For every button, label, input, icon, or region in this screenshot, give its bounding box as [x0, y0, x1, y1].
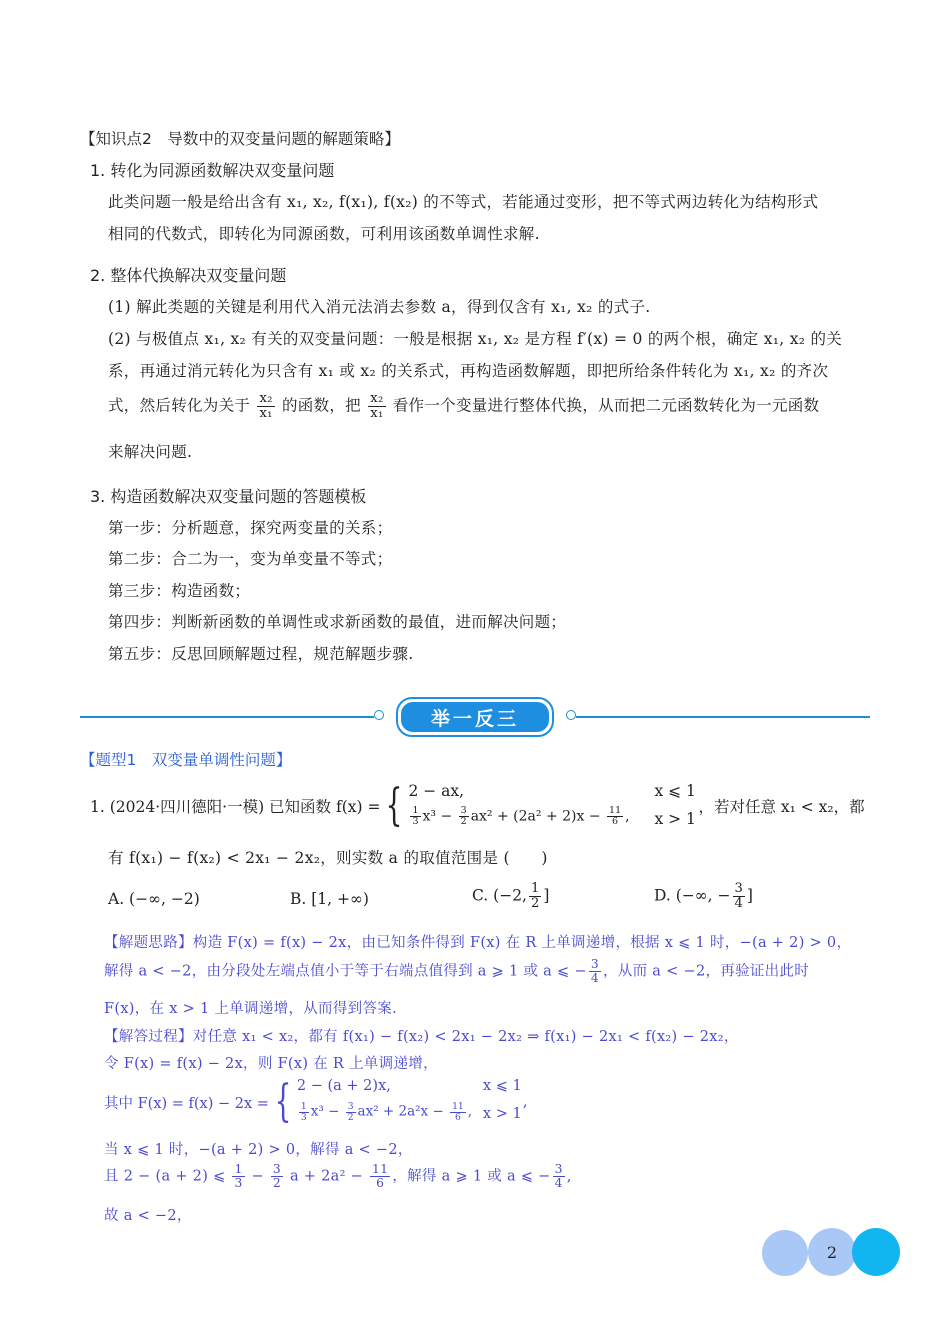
banner-label: 举一反三 — [401, 702, 549, 732]
section-2-line-5: 来解决问题. — [108, 443, 193, 461]
page-number: 2 — [808, 1228, 856, 1276]
choice-c[interactable]: C. (−2, $\frac{1}{2}$ ] — [472, 881, 550, 911]
section-1-title: 1. 转化为同源函数解决双变量问题 — [90, 161, 335, 180]
section-2-line-4 — [108, 392, 819, 421]
section-1-line-1: 此类问题一般是给出含有 x₁, x₂, f(x₁), f(x₂) 的不等式，若能通过变形，把不等式两边转化为结构形式 — [108, 193, 819, 211]
solution-process-line-4: 当 x ⩽ 1 时，−(a + 2) > 0，解得 a < −2， — [104, 1142, 413, 1158]
question-prefix: 1. (2024·四川德阳·一模) 已知函数 f(x) = — [90, 798, 381, 816]
piecewise-cases — [408, 780, 698, 832]
fraction-x2-over-x1: $\frac{\text{x₂}}{\text{x₁}}$ — [259, 391, 273, 421]
fraction-x2-over-x1-b: $\frac{\text{x₂}}{\text{x₁}}$ — [370, 391, 384, 421]
section-2-title: 2. 整体代换解决双变量问题 — [90, 266, 287, 285]
question-1-line-2: 有 f(x₁) − f(x₂) < 2x₁ − 2x₂，则实数 a 的取值范围是 ( ) — [108, 849, 548, 867]
section-2-line-4-b: 的函数，把 — [281, 396, 361, 415]
solution-process-line-3: 其中 F(x) = f(x) − 2x = { 2 − (a + 2)x, x ⩽ 1 $\frac{1}{3}$ x³ − $\frac{3}{2}$ ax² + 2a²x − $\frac{11}{6}$ , x > 1 , — [104, 1076, 528, 1127]
left-brace: { — [386, 780, 403, 831]
banner-rule-right — [576, 716, 870, 718]
banner-dot-left — [374, 710, 384, 720]
section-1-line-2: 相同的代数式，即转化为同源函数，可利用该函数单调性求解. — [108, 225, 540, 243]
step-1: 第一步：分析题意，探究两变量的关系； — [108, 519, 393, 537]
type-heading: 【题型1 双变量单调性问题】 — [80, 751, 292, 769]
choice-d[interactable]: D. (−∞, − $\frac{3}{4}$ ] — [654, 881, 753, 911]
case-1-condition: x ⩽ 1 — [654, 782, 696, 800]
solution-process-line-2: 令 F(x) = f(x) − 2x，则 F(x) 在 R 上单调递增， — [104, 1056, 438, 1072]
choice-a[interactable]: A. (−∞, −2) — [108, 890, 200, 908]
section-2-line-4-a: 式，然后转化为关于 — [108, 396, 251, 415]
section-2-line-3: 系，再通过消元转化为只含有 x₁ 或 x₂ 的关系式，再构造函数解题，即把所给条件转化为 x₁, x₂ 的齐次 — [108, 362, 829, 380]
section-2-line-1: (1) 解此类题的关键是利用代入消元法消去参数 a，得到仅含有 x₁, x₂ 的式子. — [108, 298, 651, 316]
step-2: 第二步：合二为一，变为单变量不等式； — [108, 550, 393, 568]
solution-idea-line-1: 【解题思路】构造 F(x) = f(x) − 2x，由已知条件得到 F(x) 在 R 上单调递增，根据 x ⩽ 1 时，−(a + 2) > 0， — [104, 935, 852, 951]
solution-piecewise: 2 − (a + 2)x, x ⩽ 1 $\frac{1}{3}$ x³ − $\frac{3}{2}$ ax² + 2a²x − $\frac{11}{6}$ , x > 1 — [296, 1078, 522, 1123]
question-suffix: ，若对任意 x₁ < x₂，都 — [698, 798, 865, 816]
step-3: 第三步：构造函数； — [108, 582, 251, 600]
solution-process-line-5: 且 2 − (a + 2) ⩽ $\frac{1}{3}$ − $\frac{3}{2}$ a + 2a² − $\frac{11}{6}$ ，解得 a ⩾ 1 或 a ⩽ − $\frac{3}{4}$ , — [104, 1162, 572, 1190]
solution-process-line-6: 故 a < −2， — [104, 1208, 192, 1224]
knowledge-point-heading: 【知识点2 导数中的双变量问题的解题策略】 — [80, 130, 400, 148]
solution-process-line-1: 【解答过程】对任意 x₁ < x₂，都有 f(x₁) − f(x₂) < 2x₁ − 2x₂ ⇒ f(x₁) − 2x₁ < f(x₂) − 2x₂， — [104, 1029, 739, 1045]
section-3-title: 3. 构造函数解决双变量问题的答题模板 — [90, 487, 367, 506]
case-1-expression: 2 − ax, — [408, 782, 465, 800]
case-2-condition: x > 1 — [654, 810, 696, 828]
solution-idea-line-2: 解得 a < −2，由分段处左端点值小于等于右端点值得到 a ⩾ 1 或 a ⩽ − $\frac{3}{4}$ ，从而 a < −2，再验证出此时 — [104, 957, 810, 985]
solution-idea-line-3: F(x)，在 x > 1 上单调递增，从而得到答案. — [104, 1001, 397, 1017]
banner-dot-right — [566, 710, 576, 720]
page-circle-cyan — [852, 1228, 900, 1276]
step-4: 第四步：判断新函数的单调性或求新函数的最值，进而解决问题； — [108, 613, 567, 631]
page-circle-light-1 — [762, 1230, 808, 1276]
banner — [396, 697, 554, 737]
section-2-line-4-c: 看作一个变量进行整体代换，从而把二元函数转化为一元函数 — [392, 396, 820, 415]
step-5: 第五步：反思回顾解题过程，规范解题步骤. — [108, 645, 414, 663]
banner-rule-left — [80, 716, 374, 718]
question-1-line-1 — [90, 780, 865, 832]
choice-b[interactable]: B. [1, +∞) — [290, 890, 369, 908]
case-2-expression: $\frac{1}{3}$ x³ − $\frac{3}{2}$ ax² + (2a² + 2)x − $\frac{11}{6}$ , — [412, 805, 630, 827]
section-2-line-2: (2) 与极值点 x₁, x₂ 有关的双变量问题：一般是根据 x₁, x₂ 是方程 f′(x) = 0 的两个根，确定 x₁, x₂ 的关 — [108, 330, 843, 348]
